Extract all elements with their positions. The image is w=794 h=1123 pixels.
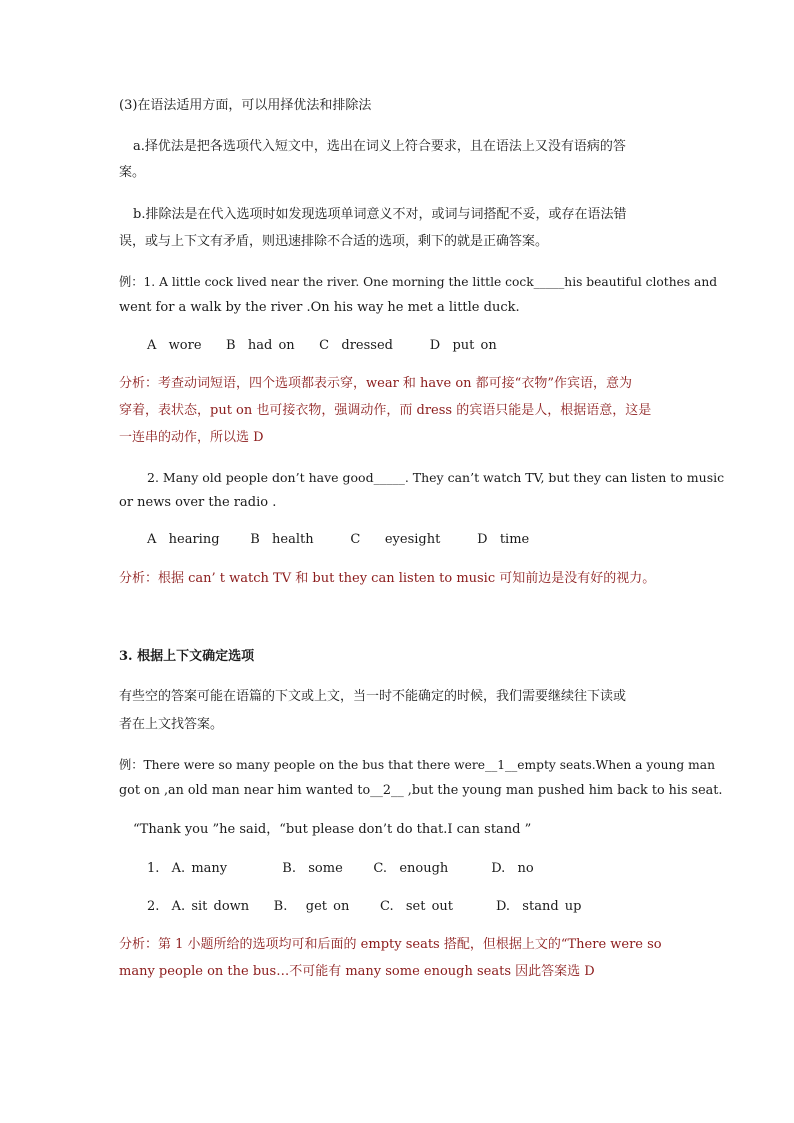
example-3-line-3: “Thank you ”he said，“but please don’t do that.I can stand ” xyxy=(133,822,532,837)
example-3-line-1: 例：There were so many people on the bus that there were__1__empty seats.When a young man xyxy=(119,758,715,772)
example-3-analysis-1: 分析：第 1 小题所给的选项均可和后面的 empty seats 搭配，但根据上文的“There were so xyxy=(119,937,662,952)
example-2-line-1: 2. Many old people don’t have good_____. They can’t watch TV, but they can listen to music xyxy=(147,470,725,485)
example-3-question-1: 1. A. many B. some C. enough D. no xyxy=(147,861,534,876)
example-1-analysis-1: 分析：考查动词短语，四个选项都表示穿，wear 和 have on 都可接“衣物”作宾语，意为 xyxy=(119,376,632,391)
section-3-desc-1: 有些空的答案可能在语篇的下文或上文，当一时不能确定的时候，我们需要继续往下读或 xyxy=(119,689,627,704)
example-1-analysis-2: 穿着，表状态，put on 也可接衣物，强调动作，而 dress 的宾语只能是人，根据语意，这是 xyxy=(119,403,652,418)
section-3-desc-2: 者在上文找答案。 xyxy=(119,717,224,732)
example-2-analysis: 分析：根据 can’ t watch TV 和 but they can listen to music 可知前边是没有好的视力。 xyxy=(119,571,656,586)
example-1-analysis-3: 一连串的动作，所以选 D xyxy=(119,430,264,445)
method-b-line-1: b.排除法是在代入选项时如发现选项单词意义不对，或词与词搭配不妥，或存在语法错 xyxy=(133,207,627,222)
example-1-line-1: 例：1. A little cock lived near the river. One morning the little cock_____his beautiful clothes and xyxy=(119,275,718,289)
example-2-line-2: or news over the radio . xyxy=(119,495,277,510)
method-a-line-2: 案。 xyxy=(119,165,146,180)
example-2-options: A hearing B health C eyesight D time xyxy=(147,532,530,547)
section-3-heading: 3. 根据上下文确定选项 xyxy=(119,649,255,664)
example-3-question-2: 2. A. sit down B. get on C. set out D. stand up xyxy=(147,899,582,914)
example-3-line-2: got on ,an old man near him wanted to__2__ ,but the young man pushed him back to his seat. xyxy=(119,783,723,798)
example-1-line-2: went for a walk by the river .On his way he met a little duck. xyxy=(119,300,520,315)
example-3-analysis-2: many people on the bus…不可能有 many some enough seats 因此答案选 D xyxy=(119,964,595,979)
example-1-options: A wore B had on C dressed D put on xyxy=(147,338,497,353)
section-heading-grammar: (3)在语法适用方面，可以用择优法和排除法 xyxy=(119,98,372,113)
method-b-line-2: 误，或与上下文有矛盾，则迅速排除不合适的选项，剩下的就是正确答案。 xyxy=(119,234,549,249)
method-a-line-1: a.择优法是把各选项代入短文中，选出在词义上符合要求，且在语法上又没有语病的答 xyxy=(133,139,626,154)
